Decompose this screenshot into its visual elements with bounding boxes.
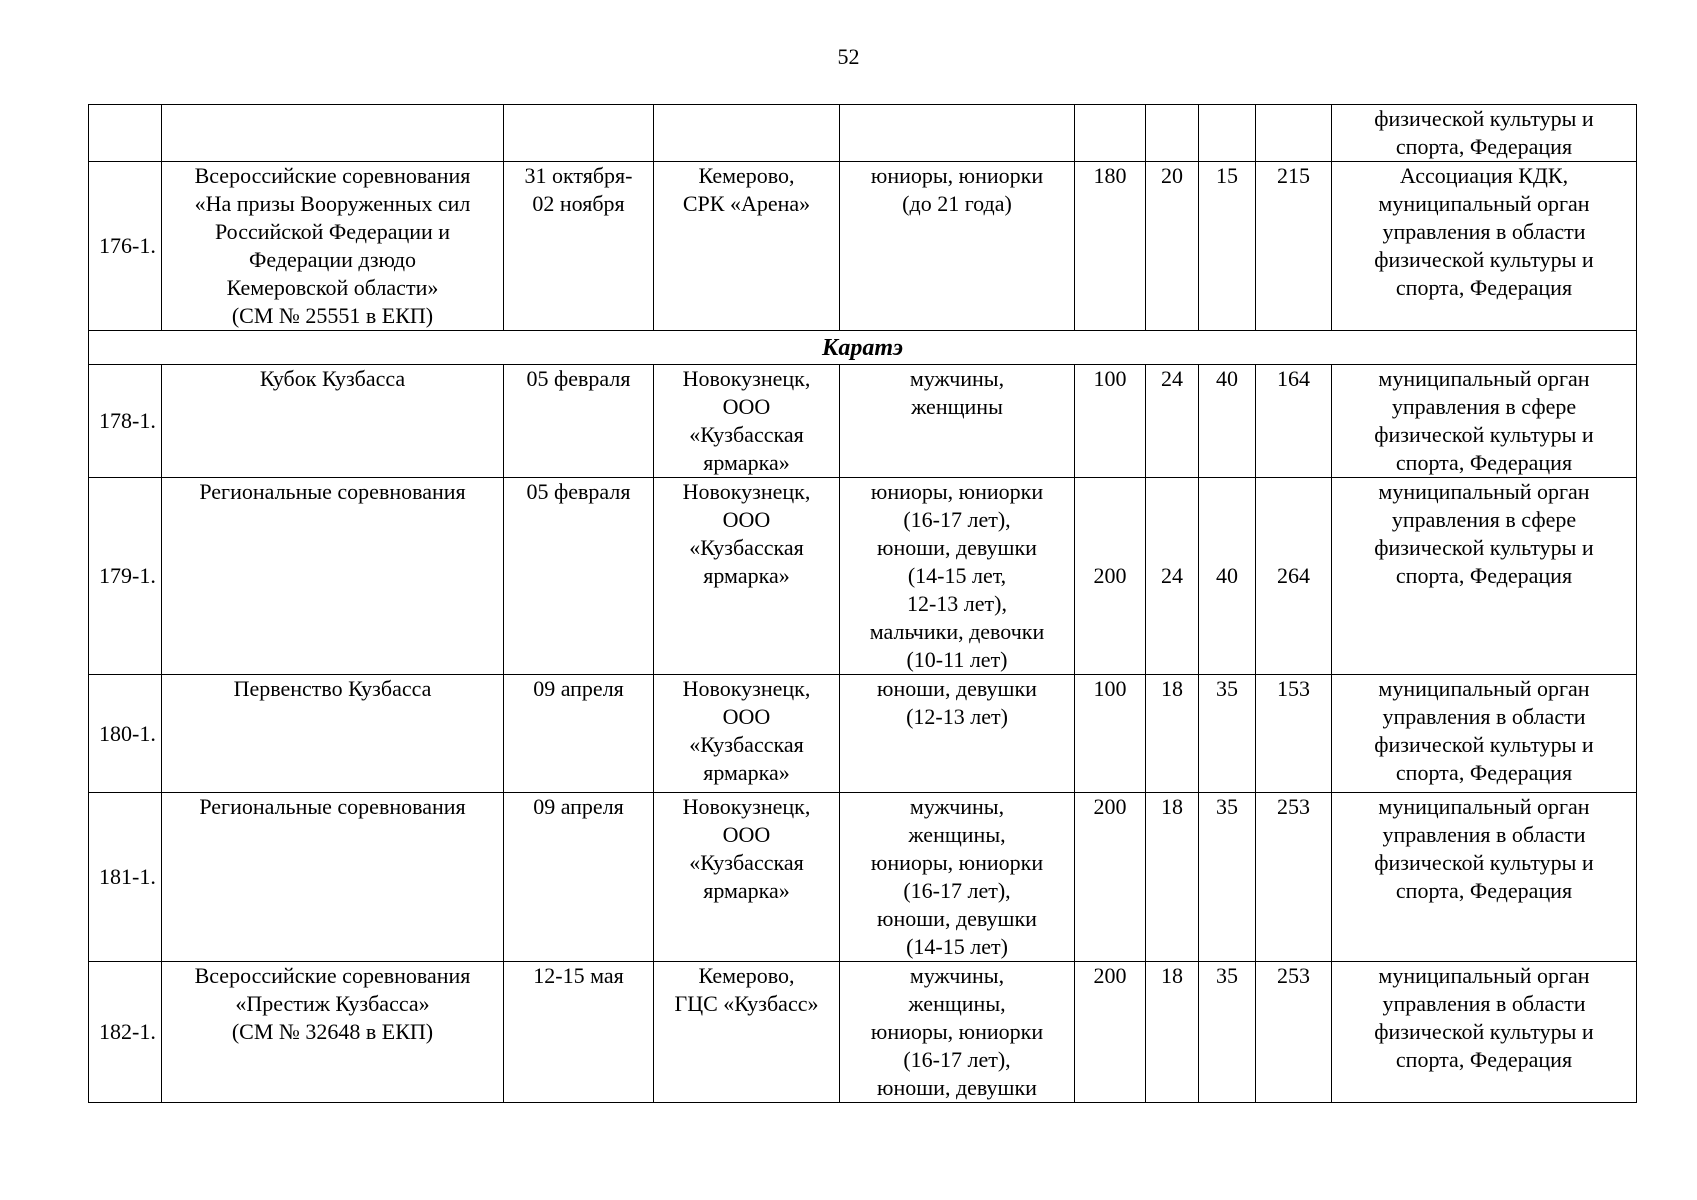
count-coaches: 24 [1146,365,1199,478]
count-judges: 40 [1199,365,1256,478]
table-row [89,162,1637,331]
event-date: 12-15 мая [504,962,654,1103]
event-organizer: муниципальный орган управления в сфере физической культуры и спорта, Федерация [1332,478,1637,675]
event-name: Всероссийские соревнования «Престиж Кузбасса» (СМ № 32648 в ЕКП) [162,962,504,1103]
event-name: Региональные соревнования [162,793,504,962]
event-participants: мужчины, женщины [840,365,1075,478]
count-judges: 35 [1199,793,1256,962]
event-organizer: муниципальный орган управления в области физической культуры и спорта, Федерация [1332,793,1637,962]
event-date: 31 октября- 02 ноября [504,162,654,331]
event-name: Кубок Кузбасса [162,365,504,478]
count-athletes [1075,105,1146,162]
event-venue: Новокузнецк, ООО «Кузбасская ярмарка» [654,793,840,962]
count-total: 215 [1256,162,1332,331]
event-organizer: физической культуры и спорта, Федерация [1332,105,1637,162]
event-name: Первенство Кузбасса [162,675,504,793]
event-participants [840,105,1075,162]
row-number: 181-1. [89,793,162,962]
count-coaches: 18 [1146,793,1199,962]
event-participants: юноши, девушки (12-13 лет) [840,675,1075,793]
table-row [89,105,1637,162]
count-total: 253 [1256,962,1332,1103]
event-participants: юниоры, юниорки (16-17 лет), юноши, девушки (14-15 лет, 12-13 лет), мальчики, девочки (10-11 лет) [840,478,1075,675]
table-row [89,365,1637,478]
event-venue: Кемерово, ГЦС «Кузбасс» [654,962,840,1103]
event-date: 05 февраля [504,365,654,478]
row-number: 178-1. [89,365,162,478]
count-athletes: 200 [1075,478,1146,675]
count-judges [1199,105,1256,162]
count-coaches: 18 [1146,675,1199,793]
event-date [504,105,654,162]
event-venue [654,105,840,162]
page-number: 52 [837,44,860,69]
table-row [89,962,1637,1103]
count-athletes: 100 [1075,365,1146,478]
event-name [162,105,504,162]
count-judges: 40 [1199,478,1256,675]
count-coaches: 20 [1146,162,1199,331]
section-row [89,331,1637,365]
row-number [89,105,162,162]
count-total [1256,105,1332,162]
event-venue: Кемерово, СРК «Арена» [654,162,840,331]
table-row [89,793,1637,962]
event-venue: Новокузнецк, ООО «Кузбасская ярмарка» [654,478,840,675]
count-total: 153 [1256,675,1332,793]
events-table [88,104,1637,1103]
count-coaches: 18 [1146,962,1199,1103]
count-judges: 15 [1199,162,1256,331]
event-organizer: муниципальный орган управления в области физической культуры и спорта, Федерация [1332,962,1637,1103]
count-judges: 35 [1199,675,1256,793]
event-name: Региональные соревнования [162,478,504,675]
count-athletes: 180 [1075,162,1146,331]
event-venue: Новокузнецк, ООО «Кузбасская ярмарка» [654,675,840,793]
count-total: 164 [1256,365,1332,478]
count-athletes: 200 [1075,962,1146,1103]
row-number: 176-1. [89,162,162,331]
event-organizer: муниципальный орган управления в области физической культуры и спорта, Федерация [1332,675,1637,793]
event-date: 05 февраля [504,478,654,675]
count-athletes: 100 [1075,675,1146,793]
count-judges: 35 [1199,962,1256,1103]
event-organizer: муниципальный орган управления в сфере физической культуры и спорта, Федерация [1332,365,1637,478]
count-athletes: 200 [1075,793,1146,962]
count-total: 253 [1256,793,1332,962]
event-participants: мужчины, женщины, юниоры, юниорки (16-17 лет), юноши, девушки (14-15 лет) [840,793,1075,962]
table-body [89,105,1637,1103]
row-number: 179-1. [89,478,162,675]
event-venue: Новокузнецк, ООО «Кузбасская ярмарка» [654,365,840,478]
row-number: 180-1. [89,675,162,793]
event-date: 09 апреля [504,793,654,962]
event-date: 09 апреля [504,675,654,793]
count-total: 264 [1256,478,1332,675]
section-title: Каратэ [89,331,1637,365]
event-organizer: Ассоциация КДК, муниципальный орган управления в области физической культуры и спорта, Федерация [1332,162,1637,331]
count-coaches [1146,105,1199,162]
table-row [89,675,1637,793]
event-participants: мужчины, женщины, юниоры, юниорки (16-17 лет), юноши, девушки [840,962,1075,1103]
event-participants: юниоры, юниорки (до 21 года) [840,162,1075,331]
count-coaches: 24 [1146,478,1199,675]
event-name: Всероссийские соревнования «На призы Вооруженных сил Российской Федерации и Федерации дзюдо Кемеровской области» (СМ № 25551 в ЕКП) [162,162,504,331]
row-number: 182-1. [89,962,162,1103]
table-row [89,478,1637,675]
